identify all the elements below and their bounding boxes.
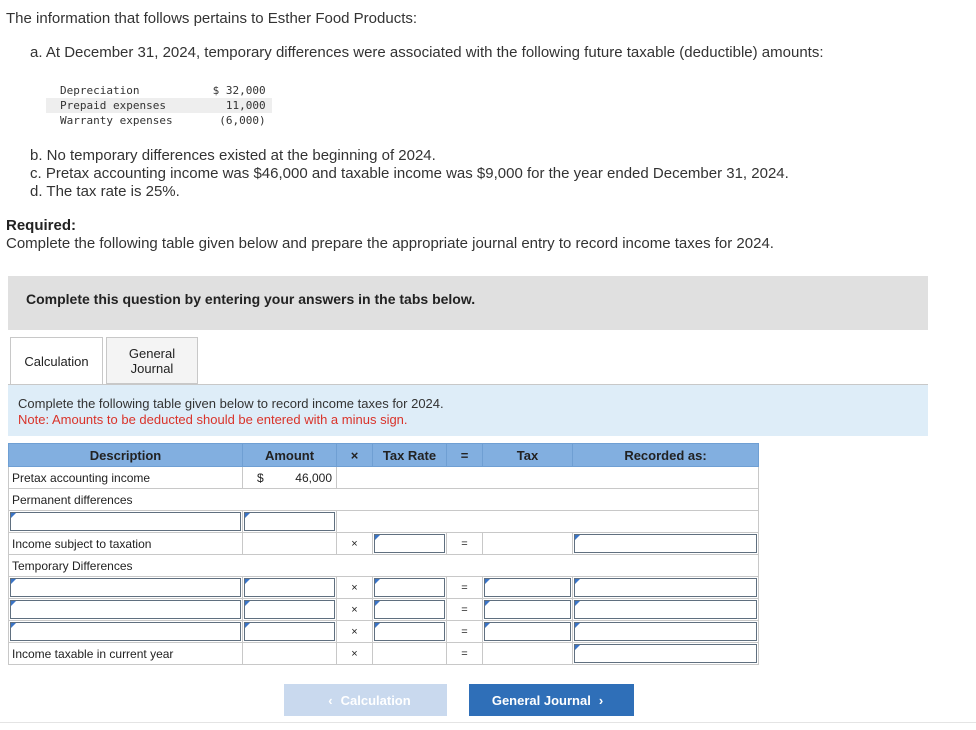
temp-description-input-2[interactable] bbox=[10, 600, 241, 619]
intro-text: The information that follows pertains to Esther Food Products: bbox=[6, 10, 418, 27]
equals-sign: = bbox=[447, 577, 483, 599]
item-c-text: c. Pretax accounting income was $46,000 and taxable income was $9,000 for the year ended December 31, 2024. bbox=[30, 165, 789, 182]
temp-amount-cell bbox=[243, 599, 337, 621]
times-sign: × bbox=[337, 599, 373, 621]
table-row bbox=[46, 113, 272, 128]
temp-tax-cell bbox=[483, 577, 573, 599]
difference-amount: $ 32,000 bbox=[212, 84, 266, 97]
pretax-amount: 46,000 bbox=[295, 470, 332, 485]
equals-sign: = bbox=[447, 599, 483, 621]
table-row bbox=[9, 577, 759, 599]
required-label: Required: bbox=[6, 217, 77, 234]
temp-tax-cell bbox=[483, 621, 573, 643]
equals-sign: = bbox=[447, 621, 483, 643]
header-equals: = bbox=[447, 444, 483, 467]
income-subject-amount-cell bbox=[243, 533, 337, 555]
banner-text: Complete this question by entering your answers in the tabs below. bbox=[26, 291, 476, 307]
taxable-current-tax-cell bbox=[483, 643, 573, 665]
temp-recorded-cell bbox=[573, 621, 759, 643]
table-row bbox=[9, 489, 759, 511]
next-general-journal-button[interactable] bbox=[469, 684, 634, 716]
prev-calculation-button[interactable] bbox=[284, 684, 447, 716]
tab-general-journal[interactable] bbox=[106, 337, 198, 384]
times-sign: × bbox=[337, 533, 373, 555]
table-row bbox=[9, 533, 759, 555]
tab-label: Calculation bbox=[24, 354, 89, 369]
tab-label bbox=[129, 346, 175, 376]
facts-list bbox=[30, 147, 789, 201]
table-row bbox=[46, 98, 272, 113]
empty-cell bbox=[337, 467, 759, 489]
header-tax: Tax bbox=[483, 444, 573, 467]
required-section bbox=[6, 217, 774, 253]
currency-symbol: $ bbox=[257, 470, 264, 485]
temp-amount-cell bbox=[243, 621, 337, 643]
item-b-text: b. No temporary differences existed at the beginning of 2024. bbox=[30, 147, 436, 164]
calculation-table bbox=[8, 443, 759, 665]
temp-amount-input-2[interactable] bbox=[244, 600, 335, 619]
times-sign: × bbox=[337, 577, 373, 599]
header-amount: Amount bbox=[243, 444, 337, 467]
temp-tax-input-3[interactable] bbox=[484, 622, 571, 641]
header-recorded-as: Recorded as: bbox=[573, 444, 759, 467]
table-row bbox=[9, 621, 759, 643]
temp-description-cell bbox=[9, 577, 243, 599]
header-times: × bbox=[337, 444, 373, 467]
temp-recorded-cell bbox=[573, 599, 759, 621]
temp-rate-input-1[interactable] bbox=[374, 578, 445, 597]
empty-cell bbox=[337, 511, 759, 533]
temp-description-input-1[interactable] bbox=[10, 578, 241, 597]
table-row bbox=[46, 83, 272, 98]
temp-amount-input-1[interactable] bbox=[244, 578, 335, 597]
tab-calculation[interactable] bbox=[10, 337, 103, 385]
row-label: Permanent differences bbox=[9, 489, 759, 511]
temp-description-input-3[interactable] bbox=[10, 622, 241, 641]
next-button-label: General Journal bbox=[491, 692, 591, 708]
row-label: Temporary Differences bbox=[9, 555, 759, 577]
equals-sign: = bbox=[447, 643, 483, 665]
times-sign: × bbox=[337, 643, 373, 665]
chevron-left-icon: ‹ bbox=[328, 692, 333, 708]
tab-label-line: Journal bbox=[130, 360, 174, 376]
permanent-amount-cell bbox=[243, 511, 337, 533]
instructions-note: Note: Amounts to be deducted should be entered with a minus sign. bbox=[18, 412, 408, 427]
temp-rate-cell bbox=[373, 577, 447, 599]
header-description: Description bbox=[9, 444, 243, 467]
temp-description-cell bbox=[9, 621, 243, 643]
temp-tax-input-2[interactable] bbox=[484, 600, 571, 619]
income-subject-tax-cell bbox=[483, 533, 573, 555]
table-row bbox=[9, 643, 759, 665]
temp-description-cell bbox=[9, 599, 243, 621]
item-d-text: d. The tax rate is 25%. bbox=[30, 183, 180, 200]
tab-label-line: General bbox=[128, 345, 176, 361]
temp-rate-input-3[interactable] bbox=[374, 622, 445, 641]
temp-recorded-input-2[interactable] bbox=[574, 600, 757, 619]
taxable-current-recorded-input[interactable] bbox=[574, 644, 757, 663]
temp-recorded-input-1[interactable] bbox=[574, 578, 757, 597]
difference-amount: (6,000) bbox=[219, 114, 266, 127]
taxable-current-rate-cell bbox=[373, 643, 447, 665]
temp-tax-input-1[interactable] bbox=[484, 578, 571, 597]
row-label: Income taxable in current year bbox=[9, 643, 243, 665]
income-subject-recorded-cell bbox=[573, 533, 759, 555]
income-subject-recorded-input[interactable] bbox=[574, 534, 757, 553]
header-tax-rate: Tax Rate bbox=[373, 444, 447, 467]
permanent-amount-input[interactable] bbox=[244, 512, 335, 531]
taxable-current-amount-cell bbox=[243, 643, 337, 665]
temp-recorded-input-3[interactable] bbox=[574, 622, 757, 641]
item-a-text: a. At December 31, 2024, temporary differences were associated with the following future taxable (deductible) amounts: bbox=[30, 44, 824, 61]
equals-sign: = bbox=[447, 533, 483, 555]
row-label: Pretax accounting income bbox=[9, 467, 243, 489]
temp-amount-input-3[interactable] bbox=[244, 622, 335, 641]
difference-amount: 11,000 bbox=[173, 98, 272, 113]
prev-button-label: Calculation bbox=[340, 692, 411, 708]
times-sign: × bbox=[337, 621, 373, 643]
footer-divider bbox=[0, 722, 976, 723]
temp-rate-cell bbox=[373, 599, 447, 621]
table-row bbox=[9, 599, 759, 621]
temp-rate-input-2[interactable] bbox=[374, 600, 445, 619]
required-text: Complete the following table given below and prepare the appropriate journal entry to record income taxes for 2024. bbox=[6, 235, 774, 252]
temp-tax-cell bbox=[483, 599, 573, 621]
temp-amount-cell bbox=[243, 577, 337, 599]
permanent-description-cell bbox=[9, 511, 243, 533]
instructions-text: Complete the following table given below to record income taxes for 2024. bbox=[18, 396, 444, 411]
table-row bbox=[9, 467, 759, 489]
chevron-right-icon: › bbox=[598, 692, 604, 708]
difference-label: Depreciation bbox=[60, 84, 140, 97]
table-row bbox=[9, 511, 759, 533]
difference-label: Warranty expenses bbox=[60, 114, 173, 127]
table-header-row bbox=[9, 444, 759, 467]
row-label: Income subject to taxation bbox=[9, 533, 243, 555]
temp-recorded-cell bbox=[573, 577, 759, 599]
income-subject-rate-cell bbox=[373, 533, 447, 555]
pretax-amount-cell bbox=[243, 467, 337, 489]
table-row bbox=[9, 555, 759, 577]
permanent-description-input[interactable] bbox=[10, 512, 241, 531]
instructions-panel bbox=[8, 385, 928, 436]
taxable-current-recorded-cell bbox=[573, 643, 759, 665]
difference-label: Prepaid expenses bbox=[46, 98, 173, 113]
question-banner bbox=[8, 276, 928, 330]
income-subject-rate-input[interactable] bbox=[374, 534, 445, 553]
differences-table bbox=[46, 83, 272, 128]
temp-rate-cell bbox=[373, 621, 447, 643]
